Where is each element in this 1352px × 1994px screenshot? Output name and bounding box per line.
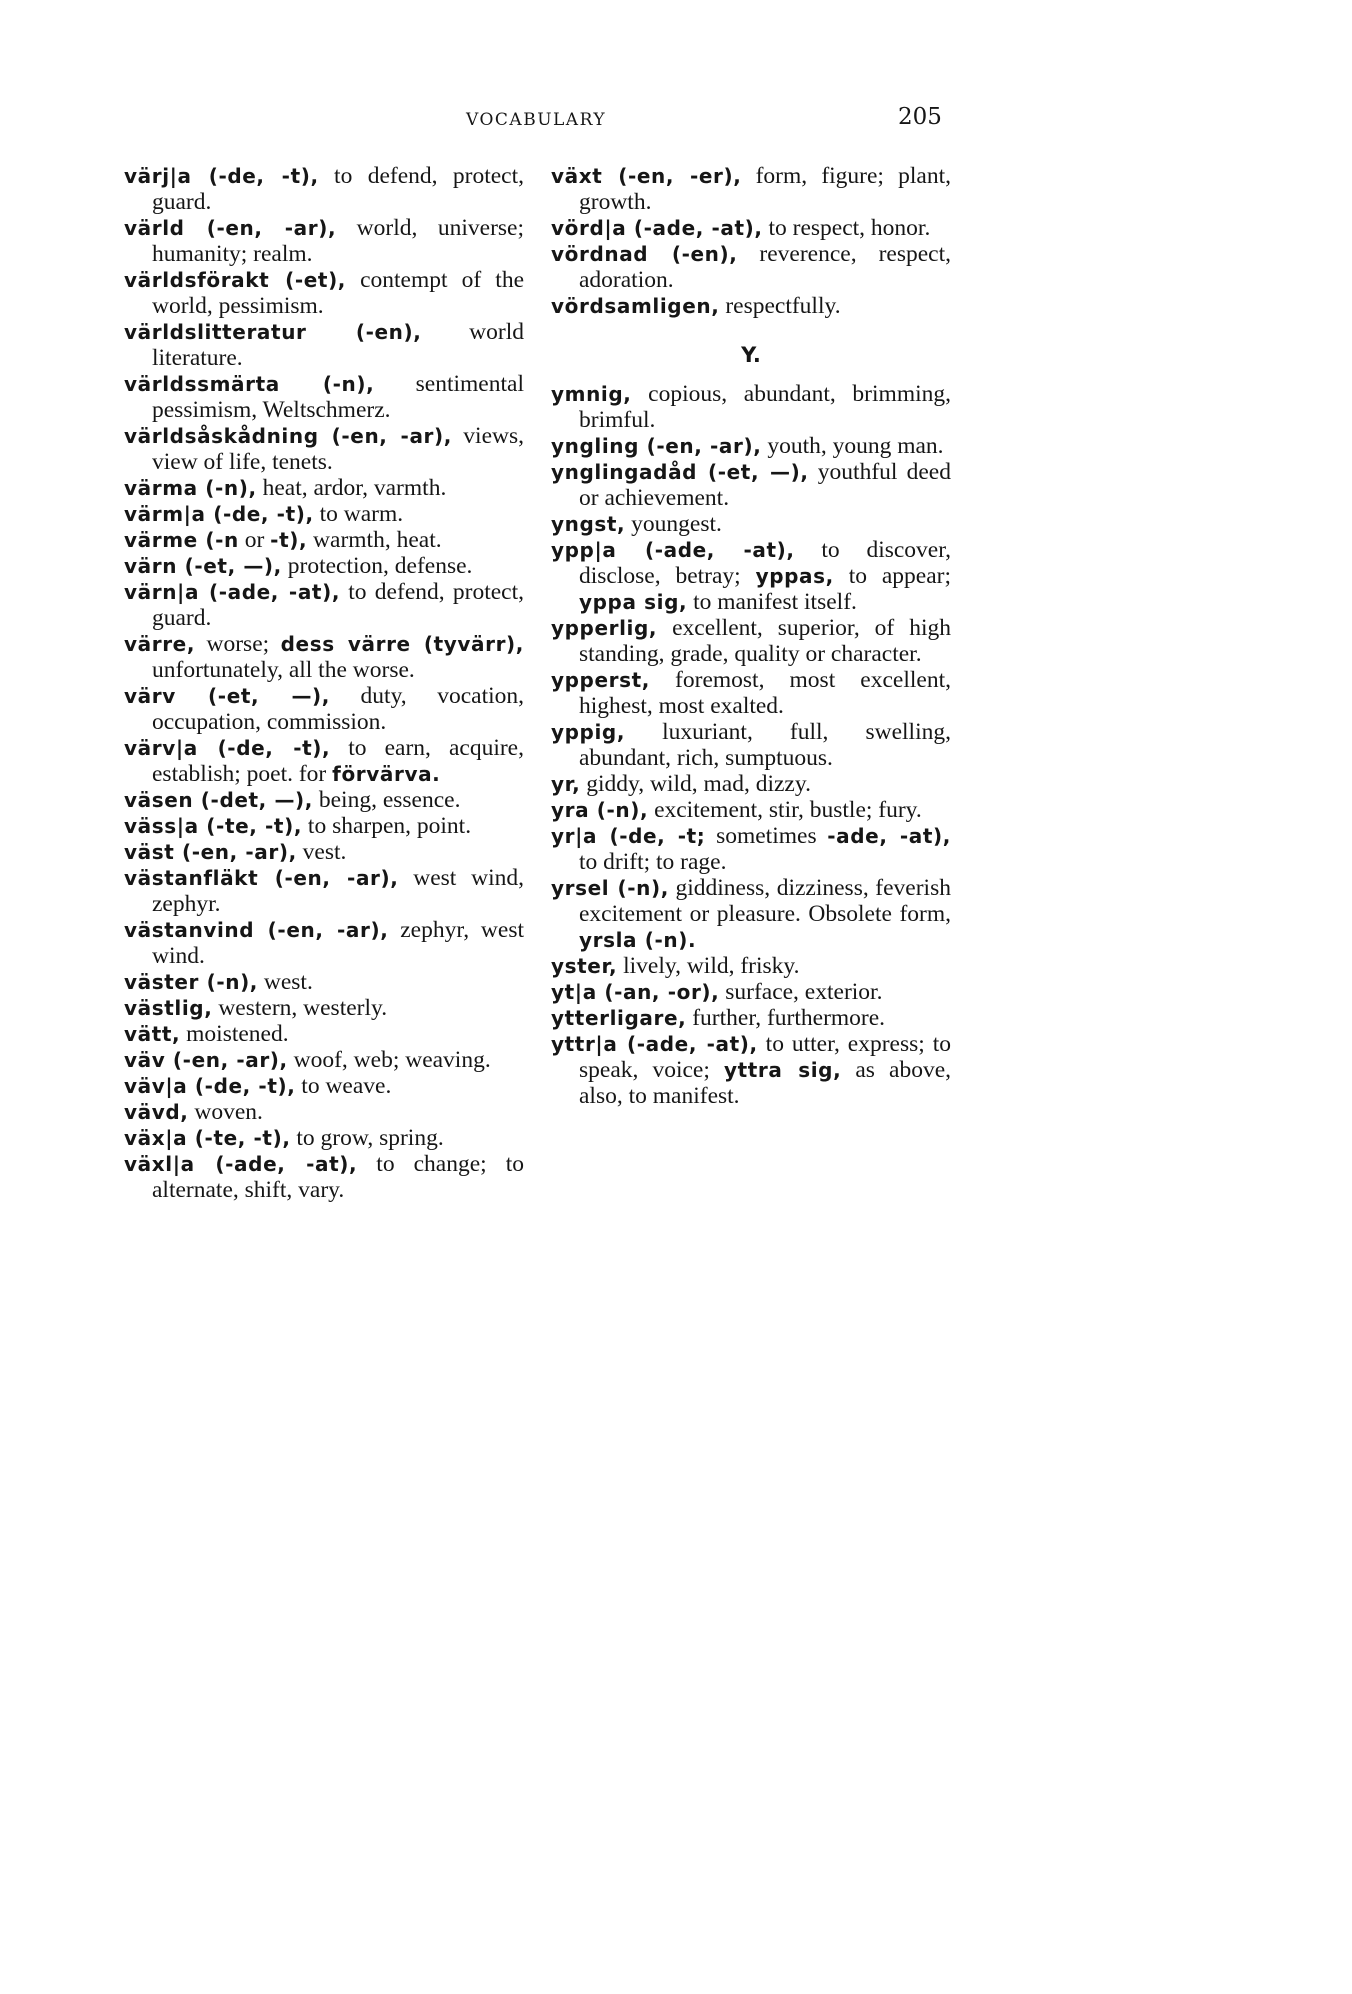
dictionary-entry <box>551 979 951 1005</box>
dictionary-entry <box>551 875 951 953</box>
entry-headword: ytterligare, <box>551 1006 687 1030</box>
entry-definition: woof, web; weaving. <box>287 1047 491 1073</box>
entry-definition: unfortunately, all the worse. <box>152 657 415 683</box>
section-letter: Y. <box>741 343 761 367</box>
entry-definition: to appear; <box>833 563 951 589</box>
dictionary-entry <box>551 163 951 215</box>
dictionary-entry <box>551 1005 951 1031</box>
dictionary-entry <box>124 839 524 865</box>
entry-headword: värn (-et, —), <box>124 554 282 578</box>
entry-headword: yppa sig, <box>579 590 688 614</box>
entry-definition: copious, abundant, brimming, brimful. <box>579 381 951 433</box>
entry-definition: to discover, disclose, betray; <box>579 537 951 589</box>
entry-definition: excellent, superior, of high standing, grade, quality or character. <box>579 615 951 667</box>
entry-headword: yngling (-en, -ar), <box>551 434 762 458</box>
dictionary-entry <box>551 433 951 459</box>
dictionary-entry <box>124 735 524 787</box>
entry-headword: världslitteratur (-en), <box>124 320 422 344</box>
dictionary-entry <box>551 667 951 719</box>
dictionary-entry <box>551 771 951 797</box>
entry-headword: väss|a (-te, -t), <box>124 814 303 838</box>
dictionary-entry <box>124 553 524 579</box>
entry-headword: yrsel (-n), <box>551 876 669 900</box>
entry-definition: moistened. <box>180 1021 289 1047</box>
dictionary-entry <box>124 1073 524 1099</box>
dictionary-entry <box>124 475 524 501</box>
entry-headword: dess värre (tyvärr), <box>280 632 524 656</box>
entry-headword: värld (-en, -ar), <box>124 216 337 240</box>
y-entries <box>551 381 951 1109</box>
entry-definition: respectfully. <box>719 293 841 319</box>
entry-headword: -ade, -at), <box>827 824 951 848</box>
entry-definition: being, essence. <box>313 787 461 813</box>
entry-headword: vördsamligen, <box>551 294 720 318</box>
entry-definition: foremost, most excellent, highest, most exalted. <box>579 667 951 719</box>
dictionary-entry <box>551 719 951 771</box>
entry-definition: to respect, honor. <box>762 215 931 241</box>
entry-headword: västanvind (-en, -ar), <box>124 918 389 942</box>
entry-definition: west wind, zephyr. <box>152 865 524 917</box>
dictionary-entry <box>124 501 524 527</box>
entry-headword: värv|a (-de, -t), <box>124 736 331 760</box>
entry-headword: västlig, <box>124 996 213 1020</box>
entry-headword: västanfläkt (-en, -ar), <box>124 866 399 890</box>
dictionary-entry <box>551 797 951 823</box>
dictionary-entry <box>551 293 951 319</box>
entry-headword: växl|a (-ade, -at), <box>124 1152 358 1176</box>
entry-headword: -t), <box>270 528 308 552</box>
entry-definition: youth, young man. <box>761 433 944 459</box>
dictionary-entry <box>124 163 524 215</box>
entry-headword: värv (-et, —), <box>124 684 330 708</box>
entry-headword: yppas, <box>755 564 834 588</box>
dictionary-entry <box>124 1021 524 1047</box>
entry-definition: giddy, wild, mad, dizzy. <box>580 771 811 797</box>
entry-headword: väx|a (-te, -t), <box>124 1126 291 1150</box>
dictionary-entry <box>124 995 524 1021</box>
v-entries-continued <box>551 163 951 319</box>
entry-headword: ynglingadåd (-et, —), <box>551 460 809 484</box>
running-title: VOCABULARY <box>466 110 607 130</box>
entry-definition: to manifest itself. <box>687 589 857 615</box>
entry-definition: surface, exterior. <box>719 979 883 1005</box>
entry-definition: to defend, protect, guard. <box>152 163 524 215</box>
entry-definition: world literature. <box>152 319 524 371</box>
entry-headword: växt (-en, -er), <box>551 164 742 188</box>
entry-headword: vördnad (-en), <box>551 242 738 266</box>
entry-definition: reverence, respect, adoration. <box>579 241 951 293</box>
entry-definition: to weave. <box>295 1073 392 1099</box>
dictionary-entry <box>124 813 524 839</box>
entry-headword: ypp|a (-ade, -at), <box>551 538 795 562</box>
entry-headword: väster (-n), <box>124 970 259 994</box>
entry-headword: väv (-en, -ar), <box>124 1048 288 1072</box>
entry-headword: världsförakt (-et), <box>124 268 347 292</box>
dictionary-entry <box>124 319 524 371</box>
dictionary-entry <box>551 615 951 667</box>
entry-definition: to sharpen, point. <box>302 813 472 839</box>
entry-headword: yngst, <box>551 512 626 536</box>
entry-headword: ypperst, <box>551 668 650 692</box>
entry-definition: to change; to alternate, shift, vary. <box>152 1151 524 1203</box>
dictionary-entry <box>124 917 524 969</box>
dictionary-entry <box>124 371 524 423</box>
entry-definition: sentimental pessimism, Weltschmerz. <box>152 371 524 423</box>
entry-definition: contempt of the world, pessimism. <box>152 267 524 319</box>
dictionary-entry <box>551 381 951 433</box>
page-number: 205 <box>898 104 942 130</box>
dictionary-entry <box>551 953 951 979</box>
entry-headword: yr|a (-de, -t; <box>551 824 706 848</box>
entry-definition: as above, also, to manifest. <box>579 1057 952 1109</box>
entry-headword: värm|a (-de, -t), <box>124 502 314 526</box>
entry-headword: väsen (-det, —), <box>124 788 313 812</box>
entry-headword: värme (-n <box>124 528 239 552</box>
dictionary-entry <box>124 579 524 631</box>
entry-headword: ypperlig, <box>551 616 658 640</box>
entry-headword: väst (-en, -ar), <box>124 840 297 864</box>
dictionary-entry <box>124 787 524 813</box>
dictionary-entry <box>124 1099 524 1125</box>
entry-definition: to drift; to rage. <box>579 849 727 875</box>
entry-headword: vätt, <box>124 1022 181 1046</box>
entry-headword: värj|a (-de, -t), <box>124 164 319 188</box>
entry-definition: lively, wild, frisky. <box>617 953 800 979</box>
entry-headword: yttra sig, <box>723 1058 842 1082</box>
entry-definition: youthful deed or achievement. <box>579 459 951 511</box>
dictionary-entry <box>124 683 524 735</box>
entry-definition: luxuriant, full, swelling, abundant, rich, sumptuous. <box>579 719 951 771</box>
entry-headword: värn|a (-ade, -at), <box>124 580 341 604</box>
entry-definition: zephyr, west wind. <box>152 917 524 969</box>
entry-headword: yt|a (-an, -or), <box>551 980 720 1004</box>
entry-definition: worse; <box>195 631 281 657</box>
entry-definition: giddiness, dizziness, feverish excitement or pleasure. Obsolete form, <box>579 875 951 927</box>
dictionary-entry <box>551 823 951 875</box>
dictionary-entry <box>124 527 524 553</box>
entry-headword: världssmärta (-n), <box>124 372 375 396</box>
dictionary-entry <box>551 537 951 615</box>
entry-definition: to utter, express; to speak, voice; <box>579 1031 951 1083</box>
dictionary-entry <box>124 215 524 267</box>
entry-definition: to warm. <box>313 501 404 527</box>
entry-headword: värma (-n), <box>124 476 257 500</box>
entry-headword: värre, <box>124 632 196 656</box>
dictionary-entry <box>124 631 524 683</box>
entry-definition: or <box>238 527 271 553</box>
entry-headword: världsåskådning (-en, -ar), <box>124 424 452 448</box>
dictionary-entry <box>551 511 951 537</box>
entry-definition: protection, defense. <box>281 553 473 579</box>
entry-definition: excitement, stir, bustle; fury. <box>648 797 922 823</box>
entry-headword: förvärva. <box>332 762 441 786</box>
entry-definition: duty, vocation, occupation, commission. <box>152 683 524 735</box>
entry-headword: väv|a (-de, -t), <box>124 1074 296 1098</box>
dictionary-entry <box>124 1125 524 1151</box>
entry-definition: sometimes <box>705 823 828 849</box>
entry-definition: to grow, spring. <box>290 1125 444 1151</box>
dictionary-entry <box>551 215 951 241</box>
dictionary-entry <box>124 969 524 995</box>
dictionary-entry <box>124 423 524 475</box>
entry-headword: ymnig, <box>551 382 632 406</box>
entry-headword: yra (-n), <box>551 798 649 822</box>
entry-definition: heat, ardor, varmth. <box>256 475 447 501</box>
entry-definition: to earn, acquire, establish; poet. for <box>152 735 524 787</box>
entry-definition: warmth, heat. <box>307 527 442 553</box>
entry-headword: yster, <box>551 954 618 978</box>
entry-definition: further, furthermore. <box>686 1005 886 1031</box>
dictionary-entry <box>551 459 951 511</box>
entry-headword: yr, <box>551 772 581 796</box>
dictionary-entry <box>124 1047 524 1073</box>
dictionary-entry <box>124 1151 524 1203</box>
entry-headword: yttr|a (-ade, -at), <box>551 1032 758 1056</box>
entry-definition: views, view of life, tenets. <box>152 423 524 475</box>
entry-definition: western, westerly. <box>212 995 388 1021</box>
entry-definition: world, universe; humanity; realm. <box>152 215 524 267</box>
entry-definition: form, figure; plant, growth. <box>579 163 951 215</box>
entry-headword: yrsla (-n). <box>579 928 697 952</box>
entry-definition: vest. <box>296 839 347 865</box>
right-column <box>551 163 951 1109</box>
left-column <box>124 163 524 1203</box>
entry-definition: woven. <box>188 1099 263 1125</box>
entry-definition: west. <box>258 969 313 995</box>
entry-headword: vävd, <box>124 1100 189 1124</box>
dictionary-entry <box>124 267 524 319</box>
dictionary-entry <box>124 865 524 917</box>
dictionary-entry <box>551 241 951 293</box>
entry-definition: youngest. <box>625 511 722 537</box>
entry-headword: vörd|a (-ade, -at), <box>551 216 763 240</box>
entry-headword: yppig, <box>551 720 626 744</box>
entry-definition: to defend, protect, guard. <box>152 579 524 631</box>
dictionary-entry <box>551 1031 951 1109</box>
